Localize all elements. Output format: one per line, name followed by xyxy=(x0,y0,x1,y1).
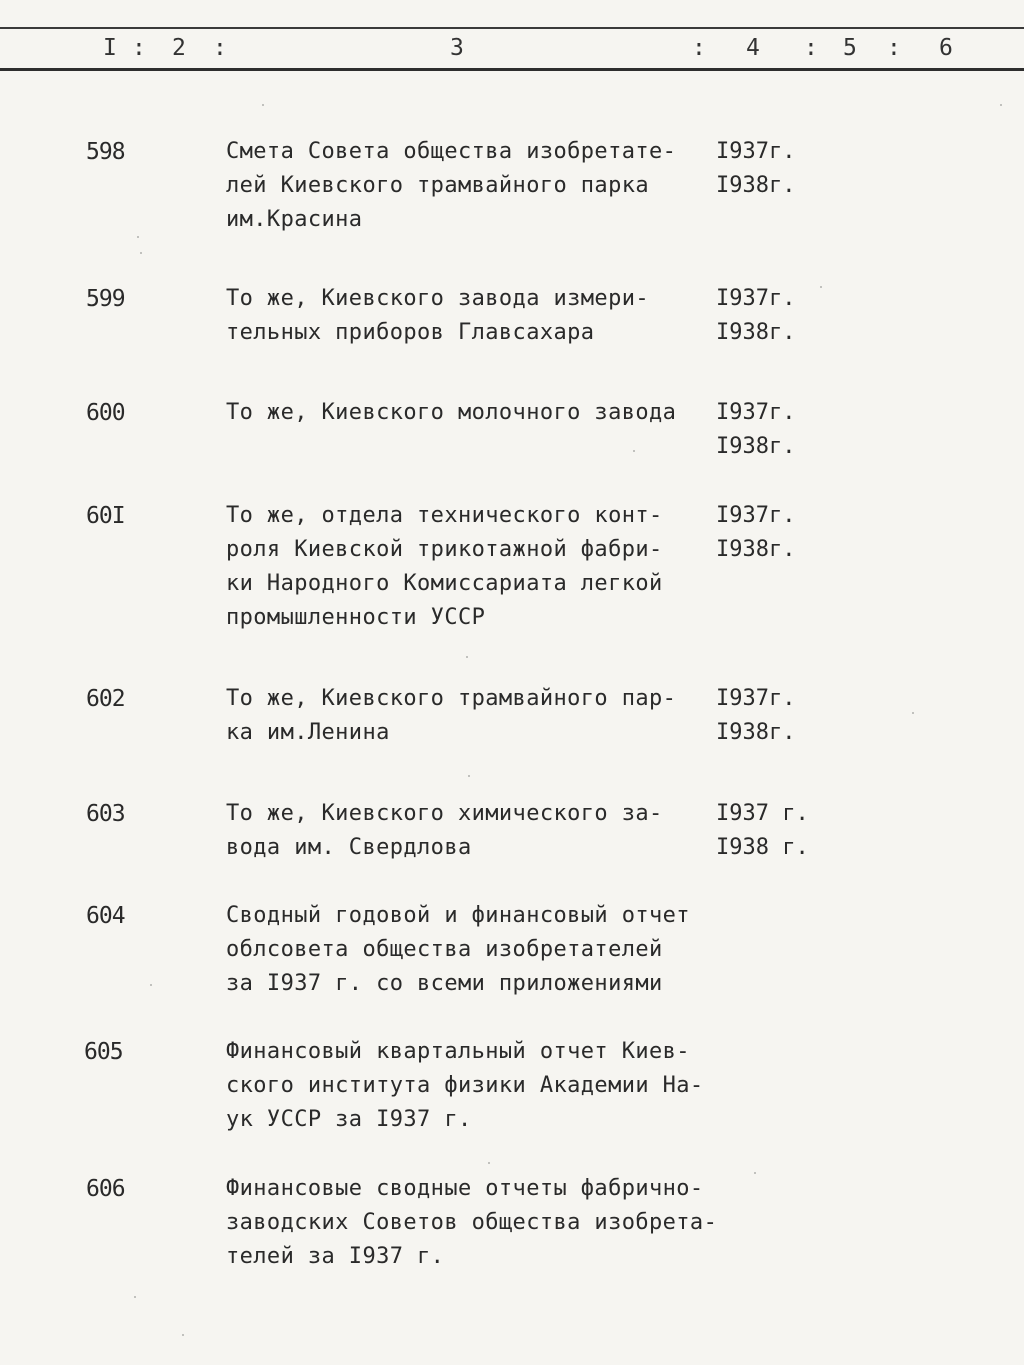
scan-speck xyxy=(633,450,635,452)
description-line: роля Киевской трикотажной фабри- xyxy=(226,537,663,562)
scan-speck xyxy=(466,656,468,658)
scan-speck xyxy=(182,1334,184,1336)
description-line: облсовета общества изобретателей xyxy=(226,937,663,962)
scan-speck xyxy=(140,252,142,254)
date-end: I938г. xyxy=(716,320,796,345)
scan-speck xyxy=(488,1162,490,1164)
header-separator-5: : xyxy=(887,35,901,61)
description-line: То же, отдела технического конт- xyxy=(226,503,663,528)
description-line: То же, Киевского трамвайного пар- xyxy=(226,686,677,711)
record-number: 602 xyxy=(86,686,125,712)
description-line: им.Красина xyxy=(226,207,363,232)
date-start: I937г. xyxy=(716,686,796,711)
date-end: I938г. xyxy=(716,537,796,562)
description-line: промышленности УССР xyxy=(226,605,486,630)
record-dates xyxy=(716,682,795,750)
record-dates xyxy=(716,396,795,464)
description-line: ук УССР за I937 г. xyxy=(226,1107,472,1132)
record-dates xyxy=(716,499,795,567)
record-description xyxy=(226,899,716,1001)
header-col-3: 3 xyxy=(450,35,464,61)
record-description xyxy=(226,682,716,750)
header-separator-1: : xyxy=(132,35,146,61)
date-start: I937г. xyxy=(716,503,796,528)
description-line: То же, Киевского молочного завода xyxy=(226,400,677,425)
description-line: Смета Совета общества изобретате- xyxy=(226,139,677,164)
date-end: I938г. xyxy=(716,173,796,198)
description-line: Сводный годовой и финансовый отчет xyxy=(226,903,690,928)
date-end: I938г. xyxy=(716,720,796,745)
scan-speck xyxy=(137,236,139,238)
record-number: 598 xyxy=(86,139,125,165)
scan-speck xyxy=(262,104,264,106)
record-description xyxy=(226,1035,716,1137)
header-col-6: 6 xyxy=(939,35,953,61)
header-col-5: 5 xyxy=(843,35,857,61)
date-start: I937г. xyxy=(716,139,796,164)
scan-speck xyxy=(150,984,152,986)
description-line: Финансовый квартальный отчет Киев- xyxy=(226,1039,690,1064)
record-number: 599 xyxy=(86,286,125,312)
header-separator-2: : xyxy=(213,35,227,61)
header-separator-4: : xyxy=(804,35,818,61)
description-line: ского института физики Академии На- xyxy=(226,1073,704,1098)
description-line: за I937 г. со всеми приложениями xyxy=(226,971,663,996)
record-dates xyxy=(716,282,795,350)
scan-speck xyxy=(912,712,914,714)
header-separator-3: : xyxy=(692,35,706,61)
record-description xyxy=(226,499,716,635)
record-description xyxy=(226,282,716,350)
header-col-4: 4 xyxy=(746,35,760,61)
date-end: I938г. xyxy=(716,434,796,459)
record-number: 603 xyxy=(86,801,125,827)
description-line: лей Киевского трамвайного парка xyxy=(226,173,649,198)
date-start: I937г. xyxy=(716,286,796,311)
record-dates xyxy=(716,135,795,203)
record-number: 605 xyxy=(84,1039,123,1065)
header-col-1: I xyxy=(103,35,117,61)
scan-speck xyxy=(1000,104,1002,106)
record-dates xyxy=(716,797,809,865)
record-description xyxy=(226,396,716,430)
record-description xyxy=(226,797,716,865)
header-col-2: 2 xyxy=(172,35,186,61)
description-line: тельных приборов Главсахара xyxy=(226,320,595,345)
record-number: 604 xyxy=(86,903,125,929)
date-start: I937г. xyxy=(716,400,796,425)
scan-speck xyxy=(468,775,470,777)
record-number: 606 xyxy=(86,1176,125,1202)
description-line: То же, Киевского завода измери- xyxy=(226,286,649,311)
scan-speck xyxy=(820,286,822,288)
scan-speck xyxy=(754,1172,756,1174)
record-description xyxy=(226,1172,716,1274)
record-number: 600 xyxy=(86,400,125,426)
record-number: 60I xyxy=(86,503,125,529)
header-bottom-rule xyxy=(0,68,1024,71)
description-line: телей за I937 г. xyxy=(226,1244,445,1269)
description-line: ки Народного Комиссариата легкой xyxy=(226,571,663,596)
date-end: I938 г. xyxy=(716,835,809,860)
description-line: То же, Киевского химического за- xyxy=(226,801,663,826)
scan-speck xyxy=(134,1296,136,1298)
record-description xyxy=(226,135,716,237)
date-start: I937 г. xyxy=(716,801,809,826)
header-top-rule xyxy=(0,27,1024,29)
description-line: Финансовые сводные отчеты фабрично- xyxy=(226,1176,704,1201)
description-line: ка им.Ленина xyxy=(226,720,390,745)
description-line: заводских Советов общества изобрета- xyxy=(226,1210,718,1235)
description-line: вода им. Свердлова xyxy=(226,835,472,860)
